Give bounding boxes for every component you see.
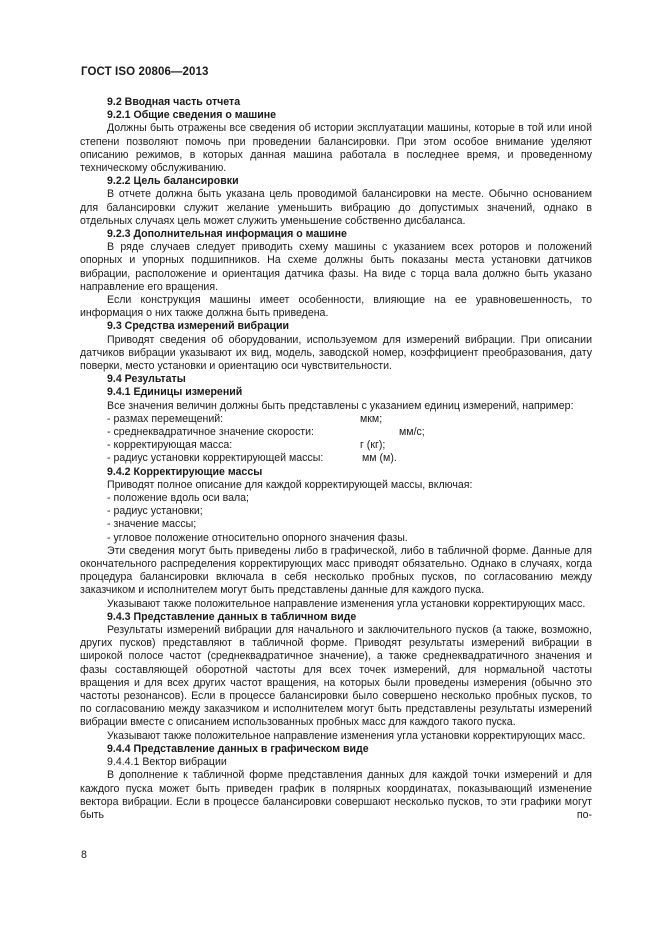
section-9-3-heading: 9.3 Средства измерений вибрации: [107, 320, 289, 333]
section-9-4-2-heading: 9.4.2 Корректирующие массы: [107, 465, 263, 478]
section-9-2-1-text: Должны быть отражены все сведения об истории эксплуатации машины, которые в той или иной степени позволяют помочь при проведении балансировки. При этом особое внимание уделяют описанию режимов, в которых данная машина работала в последнее время, и проведенному техническому обслуживанию.: [80, 122, 592, 175]
unit-value: мм (м).: [362, 452, 397, 465]
section-9-4-4-1-text: В дополнение к табличной форме представления данных для каждой точки измерений и для каждого пуска может быть приведен график в полярных координатах, показывающий изменение вектора вибрации. Если в процессе балансировки совершают несколько пусков, то эти графики могут быть по-: [80, 769, 592, 821]
unit-label: - радиус установки корректирующей массы:: [107, 452, 324, 465]
unit-value: мкм;: [360, 412, 383, 425]
section-9-2-heading: 9.2 Вводная часть отчета: [107, 96, 241, 108]
unit-row: [107, 426, 592, 439]
section-9-3-text: Приводят сведения об оборудовании, используемом для измерений вибрации. При описании датчиков вибрации указывают их вид, модель, заводской номер, коэффициент преобразования, дату поверки, место установки и ориентацию оси чувствительности.: [80, 333, 592, 373]
unit-row: [107, 439, 592, 452]
section-9-4-3-text-1: Результаты измерений вибрации для начального и заключительного пусков (а также, возможно, других пусков) представляют в табличной форме. Приводят результаты измерений вибрации в широкой полосе частот (среднеквадратичное значение), а также среднеквадратичного значения и фазы составляющей оборотной частоты для всех точек измерений, для нормальной частоты вращения и для всех других частот вращения, на которых были проведены измерения (обычно это частоты резонансов). Если в процессе балансировки было совершено несколько пробных пусков, то по согласованию между заказчиком и исполнителем могут быть представлены результаты измерений вибрации вместе с описанием использованных пробных масс для каждого такого пуска.: [80, 624, 592, 729]
section-9-4-2-text-1: Эти сведения могут быть приведены либо в графической, либо в табличной форме. Данные для окончательного распределения корректирующих масс приводят обязательно. Однако в случаях, когда процедура балансировки включала в себя несколько пробных пусков, по согласованию между заказчиком и исполнителем могут быть представлены данные для каждого пуска.: [80, 544, 592, 597]
list-item: - положение вдоль оси вала;: [107, 492, 249, 505]
section-9-4-4-1-heading: 9.4.4.1 Вектор вибрации: [107, 756, 227, 769]
section-9-4-1-intro: Все значения величин должны быть представлены с указанием единиц измерений, например:: [107, 399, 574, 412]
list-item: - значение массы;: [107, 518, 197, 531]
section-9-2-3-text-2: Если конструкция машины имеет особенности, влияющие на ее уравновешенность, то информация о них также должна быть приведена.: [80, 294, 592, 320]
list-item: - радиус установки;: [107, 505, 203, 518]
list-item: - угловое положение относительно опорного значения фазы.: [107, 531, 408, 544]
unit-label: - размах перемещений:: [107, 412, 224, 425]
document-body: [80, 96, 592, 822]
document-header: ГОСТ ISO 20806—2013: [81, 66, 209, 78]
section-9-2-2-text: В отчете должна быть указана цель проводимой балансировки на месте. Обычно основанием для балансировки служит желание уменьшить вибрацию до допустимых значений, однако в отдельных случаях цель может служить уменьшение собственно дисбаланса.: [80, 188, 592, 227]
unit-row: [107, 452, 592, 465]
section-9-4-heading: 9.4 Результаты: [107, 373, 186, 386]
section-9-2-1-heading: 9.2.1 Общие сведения о машине: [107, 109, 277, 122]
unit-row: [107, 413, 592, 426]
section-9-4-4-heading: 9.4.4 Представление данных в графическом виде: [107, 742, 369, 755]
unit-label: - среднеквадратичное значение скорости:: [107, 426, 314, 439]
section-9-2-3-text-1: В ряде случаев следует приводить схему машины с указанием всех роторов и положений опорных и упорных подшипников. На схеме должны быть показаны места установки датчиков вибрации, расположение и ориентация датчика фазы. На виде с торца вала должно быть указано направление его вращения.: [80, 241, 592, 293]
section-9-4-3-text-2: Указывают также положительное направление изменения угла установки корректирующих масс.: [107, 729, 586, 742]
section-9-4-2-intro: Приводят полное описание для каждой корректирующей массы, включая:: [107, 478, 473, 491]
unit-label: - корректирующая масса:: [107, 439, 233, 452]
section-9-4-3-heading: 9.4.3 Представление данных в табличном виде: [107, 610, 357, 623]
section-9-4-2-text-2: Указывают также положительное направление изменения угла установки корректирующих масс.: [107, 597, 586, 610]
section-9-4-1-heading: 9.4.1 Единицы измерений: [107, 386, 243, 399]
unit-value: мм/с;: [399, 426, 425, 439]
section-9-2-3-heading: 9.2.3 Дополнительная информация о машине: [107, 228, 347, 241]
page-number: 8: [81, 849, 87, 861]
section-9-2-2-heading: 9.2.2 Цель балансировки: [107, 175, 239, 188]
unit-value: г (кг);: [360, 439, 386, 452]
